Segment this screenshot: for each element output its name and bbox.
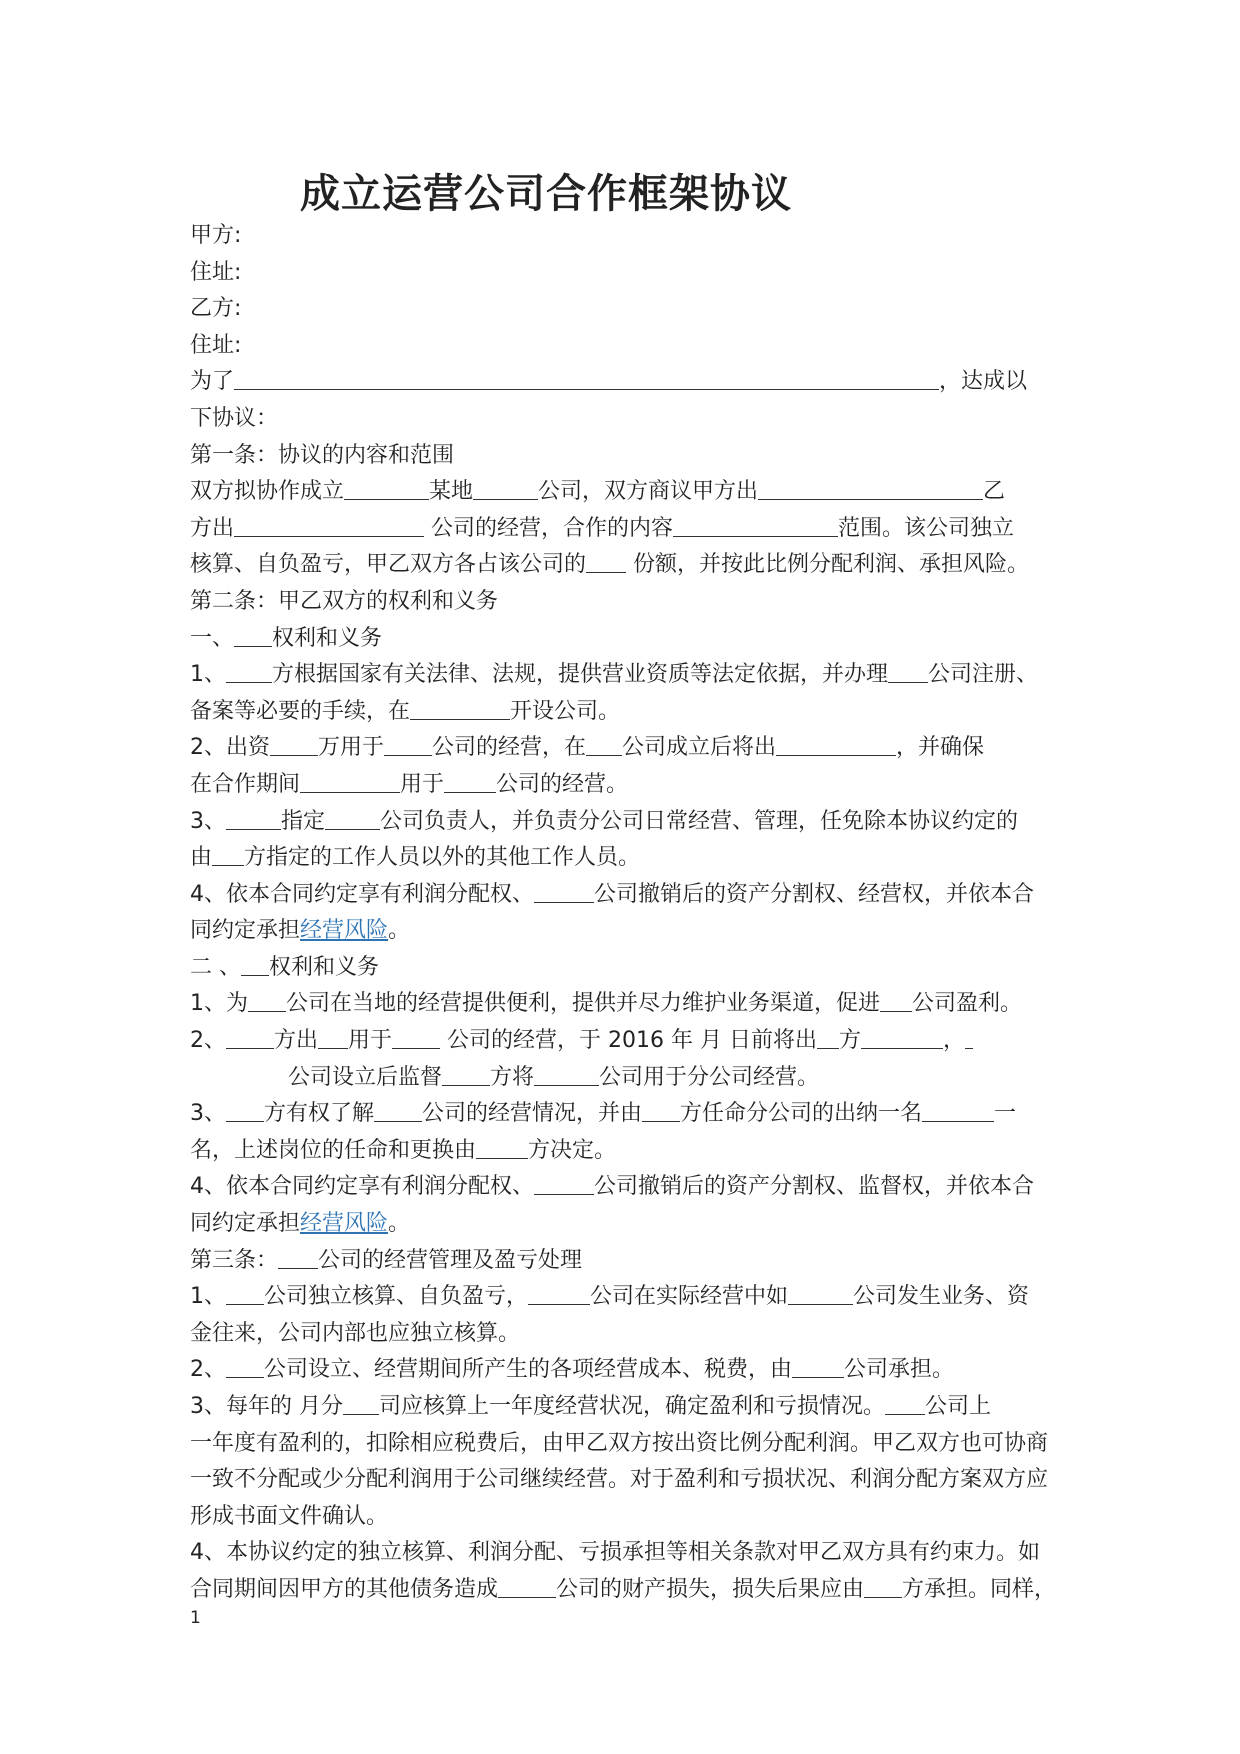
- document-title: 成立运营公司合作框架协议: [300, 171, 792, 217]
- text-segment: ，并确保: [896, 735, 985, 761]
- text-segment: 由: [190, 845, 213, 871]
- fill-in-blank[interactable]: [885, 1392, 925, 1415]
- fill-in-blank[interactable]: [776, 733, 896, 756]
- fill-in-blank[interactable]: [788, 1282, 853, 1305]
- text-line: [190, 1352, 1070, 1389]
- text-segment: 一年度有盈利的，扣除相应税费后，由甲乙双方按出资比例分配利润。甲乙双方也可协商: [190, 1430, 1049, 1456]
- text-segment: 3、每年的 月分: [190, 1394, 343, 1419]
- text-segment: 第二条：甲乙双方的权利和义务: [190, 588, 499, 614]
- text-segment: 方根据国家有关法律、法规，提供营业资质等法定依据，并办理: [272, 662, 889, 688]
- text-segment: 4、依本合同约定享有利润分配权、: [190, 881, 534, 907]
- hyperlink-jingying-fengxian[interactable]: 经营风险: [300, 1211, 389, 1237]
- fill-in-blank[interactable]: [534, 1172, 594, 1195]
- text-segment: 方指定的工作人员以外的其他工作人员。: [244, 845, 641, 871]
- fill-in-blank[interactable]: [792, 1355, 844, 1378]
- text-segment: 备案等必要的手续，在: [190, 698, 411, 724]
- fill-in-blank[interactable]: [374, 1099, 422, 1122]
- text-segment: 名，上述岗位的任命和更换由: [190, 1137, 477, 1163]
- text-line: [190, 547, 1070, 584]
- text-segment: 用于: [400, 771, 445, 797]
- text-segment: 指定: [281, 808, 326, 834]
- fill-in-blank[interactable]: [586, 550, 626, 573]
- text-line: [190, 1572, 1070, 1609]
- fill-in-blank[interactable]: [888, 660, 928, 683]
- text-line: [190, 950, 1070, 987]
- text-line: [190, 255, 1070, 292]
- text-segment: 住址:: [190, 332, 242, 358]
- fill-in-blank[interactable]: [864, 1575, 902, 1598]
- fill-in-blank[interactable]: [318, 1026, 348, 1049]
- text-segment: 2、: [190, 1028, 226, 1054]
- fill-in-blank[interactable]: [880, 989, 912, 1012]
- fill-in-blank[interactable]: [528, 1282, 590, 1305]
- fill-in-blank[interactable]: [344, 477, 429, 500]
- text-segment: 公司，双方商议甲方出: [538, 479, 759, 505]
- text-segment: 下协议：: [190, 405, 279, 431]
- fill-in-blank[interactable]: [442, 1063, 490, 1086]
- page-number: 1: [190, 1608, 201, 1628]
- fill-in-blank[interactable]: [248, 989, 286, 1012]
- text-line: [190, 1316, 1070, 1353]
- fill-in-blank[interactable]: [498, 1575, 556, 1598]
- text-segment: 第三条：: [190, 1247, 279, 1273]
- fill-in-blank[interactable]: [226, 1099, 264, 1122]
- text-segment: 甲方:: [190, 223, 242, 248]
- fill-in-blank[interactable]: [226, 1355, 264, 1378]
- hyperlink-jingying-fengxian[interactable]: 经营风险: [300, 918, 389, 944]
- text-segment: 范围。该公司独立: [838, 515, 1015, 541]
- text-segment: 同约定承担: [190, 918, 301, 944]
- text-segment: 4、依本合同约定享有利润分配权、: [190, 1174, 534, 1200]
- text-segment: 方出: [274, 1028, 319, 1054]
- fill-in-blank[interactable]: [642, 1099, 680, 1122]
- text-line: [190, 694, 1070, 731]
- text-segment: 方任命分公司的出纳一名: [680, 1101, 923, 1127]
- text-segment: 万用于: [318, 735, 385, 761]
- text-segment: 方: [839, 1028, 862, 1054]
- text-segment: 3、: [190, 1101, 226, 1127]
- text-line: [190, 1206, 1070, 1243]
- fill-in-blank[interactable]: [410, 697, 510, 720]
- text-segment: 公司盈利。: [912, 991, 1023, 1017]
- text-segment: 公司的财产损失，损失后果应由: [556, 1576, 865, 1602]
- fill-in-blank[interactable]: [226, 1026, 274, 1049]
- fill-in-blank[interactable]: [965, 1026, 973, 1049]
- text-segment: 金往来，公司内部也应独立核算。: [190, 1320, 521, 1346]
- fill-in-blank[interactable]: [384, 733, 432, 756]
- fill-in-blank[interactable]: [278, 1246, 318, 1269]
- text-segment: 二 、: [190, 954, 241, 980]
- text-line: [190, 621, 1070, 658]
- text-line: [190, 877, 1070, 914]
- text-line: [190, 364, 1070, 401]
- fill-in-blank[interactable]: [861, 1026, 943, 1049]
- text-segment: 方将: [490, 1064, 535, 1090]
- fill-in-blank[interactable]: [325, 807, 380, 830]
- fill-in-blank[interactable]: [476, 1136, 528, 1159]
- fill-in-blank[interactable]: [270, 733, 318, 756]
- text-segment: 在合作期间: [190, 771, 301, 797]
- document-body: [190, 218, 1070, 1609]
- fill-in-blank[interactable]: [534, 880, 594, 903]
- text-line: [190, 1023, 1070, 1060]
- text-line: [190, 511, 1070, 548]
- text-segment: 为了: [190, 369, 235, 395]
- text-segment: 1、为: [190, 991, 248, 1017]
- fill-in-blank[interactable]: [300, 770, 400, 793]
- fill-in-blank[interactable]: [586, 733, 622, 756]
- fill-in-blank[interactable]: [673, 514, 838, 537]
- text-segment: 公司承担。: [844, 1357, 955, 1383]
- text-segment: ，达成以: [939, 369, 1028, 395]
- text-segment: 核算、自负盈亏，甲乙双方各占该公司的: [190, 552, 587, 578]
- text-segment: 司应核算上一年度经营状况，确定盈利和亏损情况。: [379, 1394, 886, 1419]
- fill-in-blank[interactable]: [234, 514, 424, 537]
- text-segment: 1、: [190, 662, 226, 688]
- text-line: [190, 657, 1070, 694]
- text-segment: 公司的经营，于 2016 年 月 日前将出: [440, 1028, 817, 1054]
- text-line: [190, 474, 1070, 511]
- fill-in-blank[interactable]: [343, 1392, 379, 1415]
- text-segment: 公司的经营情况，并由: [422, 1101, 643, 1127]
- text-line: [190, 1169, 1070, 1206]
- text-segment: 住址:: [190, 259, 242, 285]
- text-segment: 。: [388, 918, 411, 944]
- text-line: [190, 1279, 1070, 1316]
- text-line: [190, 218, 1070, 255]
- text-segment: 某地: [429, 479, 474, 505]
- text-line: [190, 1535, 1070, 1572]
- text-segment: 一: [994, 1101, 1017, 1127]
- text-segment: 乙方:: [190, 296, 242, 322]
- text-segment: 4、本协议约定的独立核算、利润分配、亏损承担等相关条款对甲乙双方具有约束力。如: [190, 1540, 1040, 1566]
- fill-in-blank[interactable]: [226, 660, 272, 683]
- text-segment: 乙: [983, 479, 1006, 505]
- text-segment: 公司独立核算、自负盈亏，: [264, 1284, 529, 1310]
- fill-in-blank[interactable]: [534, 1063, 599, 1086]
- text-segment: 2、: [190, 1357, 226, 1383]
- text-line: [190, 767, 1070, 804]
- text-segment: 公司在当地的经营提供便利，提供并尽力维护业务渠道，促进: [286, 991, 881, 1017]
- text-segment: 公司发生业务、资: [853, 1284, 1030, 1310]
- text-segment: 公司成立后将出: [622, 735, 777, 761]
- text-segment: 公司上: [925, 1394, 992, 1419]
- text-line: [190, 1462, 1070, 1499]
- text-segment: 1、: [190, 1284, 226, 1310]
- fill-in-blank[interactable]: [817, 1026, 839, 1049]
- fill-in-blank[interactable]: [473, 477, 538, 500]
- text-segment: 同约定承担: [190, 1211, 301, 1237]
- text-segment: 合同期间因甲方的其他债务造成: [190, 1576, 499, 1602]
- text-segment: 公司用于分公司经营。: [599, 1064, 820, 1090]
- text-line: [190, 1096, 1070, 1133]
- text-segment: 份额，并按此比例分配利润、承担风险。: [626, 552, 1030, 578]
- text-segment: 公司设立后监督: [288, 1064, 443, 1090]
- fill-in-blank[interactable]: [392, 1026, 440, 1049]
- text-segment: 方出: [190, 515, 235, 541]
- fill-in-blank[interactable]: [241, 953, 269, 976]
- text-segment: 2、出资: [190, 735, 270, 761]
- fill-in-blank[interactable]: [226, 1282, 264, 1305]
- text-segment: 公司的经营。: [496, 771, 629, 797]
- fill-in-blank[interactable]: [234, 367, 939, 390]
- text-segment: 开设公司。: [510, 698, 621, 724]
- text-line: [190, 913, 1070, 950]
- text-line: [190, 1243, 1070, 1280]
- text-segment: 公司的经营管理及盈亏处理: [318, 1247, 583, 1273]
- text-segment: 公司设立、经营期间所产生的各项经营成本、税费，由: [264, 1357, 793, 1383]
- text-line: [190, 291, 1070, 328]
- text-segment: 公司撤销后的资产分割权、监督权，并依本合: [594, 1174, 1035, 1200]
- text-line: [190, 1499, 1070, 1536]
- text-segment: 第一条：协议的内容和范围: [190, 442, 455, 468]
- text-segment: 3、: [190, 808, 226, 834]
- text-segment: 方有权了解: [264, 1101, 375, 1127]
- text-segment: 公司在实际经营中如: [590, 1284, 789, 1310]
- fill-in-blank[interactable]: [758, 477, 983, 500]
- text-line: [190, 804, 1070, 841]
- text-segment: 一、: [190, 625, 235, 651]
- text-line: [190, 986, 1070, 1023]
- text-segment: 。: [388, 1211, 411, 1237]
- text-segment: ，: [943, 1028, 966, 1054]
- text-segment: 形成书面文件确认。: [190, 1503, 389, 1529]
- text-line: [190, 1389, 1070, 1426]
- fill-in-blank[interactable]: [226, 807, 281, 830]
- text-line: [190, 401, 1070, 438]
- text-segment: 权利和义务: [269, 954, 380, 980]
- text-line: [190, 1426, 1070, 1463]
- text-segment: 方决定。: [528, 1137, 617, 1163]
- text-segment: 方承担。同样，: [902, 1576, 1057, 1602]
- text-line: [190, 584, 1070, 621]
- fill-in-blank[interactable]: [234, 624, 272, 647]
- text-segment: 公司的经营，合作的内容: [424, 515, 674, 541]
- text-segment: 权利和义务: [272, 625, 383, 651]
- text-segment: 公司的经营，在: [432, 735, 587, 761]
- text-segment: 双方拟协作成立: [190, 479, 345, 505]
- fill-in-blank[interactable]: [922, 1099, 994, 1122]
- text-line: [190, 1060, 1070, 1097]
- fill-in-blank[interactable]: [444, 770, 496, 793]
- text-segment: 公司负责人，并负责分公司日常经营、管理，任免除本协议约定的: [380, 808, 1019, 834]
- text-line: [190, 1133, 1070, 1170]
- text-line: [190, 438, 1070, 475]
- text-segment: 公司注册、: [928, 662, 1039, 688]
- text-line: [190, 840, 1070, 877]
- text-segment: 公司撤销后的资产分割权、经营权，并依本合: [594, 881, 1035, 907]
- fill-in-blank[interactable]: [212, 843, 244, 866]
- text-line: [190, 730, 1070, 767]
- text-line: [190, 328, 1070, 365]
- text-segment: 一致不分配或少分配利润用于公司继续经营。对于盈利和亏损状况、利润分配方案双方应: [190, 1467, 1049, 1493]
- text-segment: 用于: [348, 1028, 393, 1054]
